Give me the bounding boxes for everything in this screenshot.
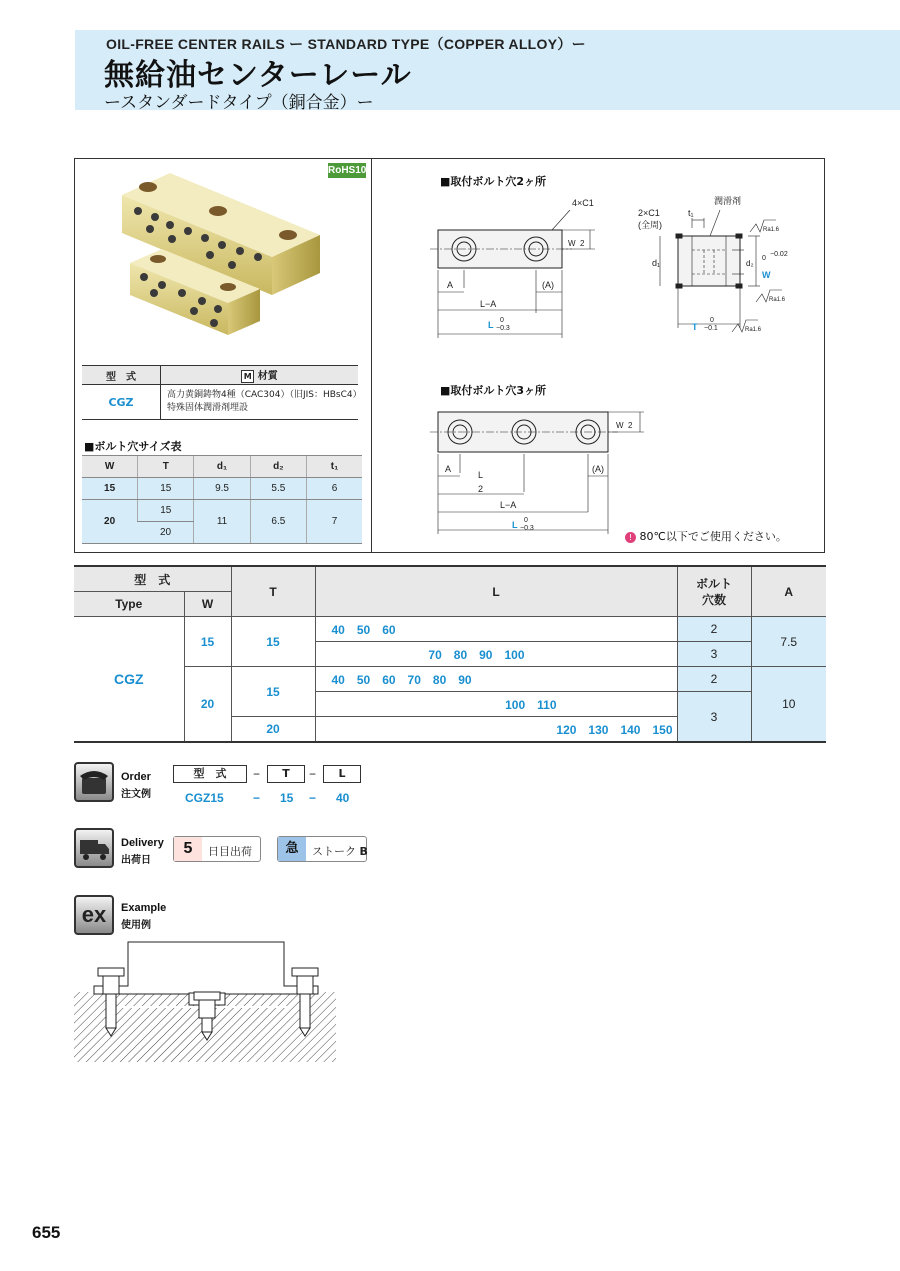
order-label-en: Order — [121, 771, 151, 783]
spec-bolt-r3: 2 — [677, 667, 751, 692]
bolt-r2-w: 20 — [82, 500, 138, 544]
dim-l-minus-a-2holes: L−A — [480, 299, 497, 309]
spec-l-r2: 70 80 90 100 — [315, 642, 677, 667]
bolt-size-table — [82, 455, 362, 544]
dim-l-half-num: L — [478, 470, 484, 480]
dim-t: T — [692, 322, 698, 332]
dim-l-minus-a-3holes: L−A — [500, 500, 517, 510]
spec-a20: 10 — [751, 667, 826, 743]
box-divider — [371, 158, 372, 553]
roughness-2: Ra1.6 — [769, 297, 786, 303]
order-v-l: 40 — [336, 791, 350, 805]
bolt-h-t1: t₁ — [307, 456, 362, 478]
dim-a-2holes: A — [447, 280, 454, 290]
dim-t-tol-up: 0 — [710, 317, 714, 324]
spec-w20: 20 — [184, 667, 231, 743]
bolt-r1-d1: 9.5 — [194, 478, 250, 500]
dim-w-tol-up: 0 — [762, 255, 766, 262]
material-type: CGZ — [82, 385, 161, 420]
spec-w15: 15 — [184, 617, 231, 667]
order-h-l: L — [323, 765, 361, 783]
dim-w-2holes: W — [568, 239, 576, 248]
delivery-label-jp: 出荷日 — [121, 855, 151, 866]
spec-h-bolt: ボルト穴数 — [677, 566, 751, 617]
roughness-3: Ra1.6 — [745, 327, 762, 333]
delivery-days-box — [173, 836, 261, 862]
example-label-jp: 使用例 — [121, 920, 151, 931]
dim-a-3holes: A — [445, 464, 452, 474]
dim-l-tol-low-2holes: −0.3 — [496, 325, 510, 332]
order-v-dash-2: − — [309, 791, 317, 805]
spec-t15a: 15 — [231, 617, 315, 667]
stroke-box — [277, 836, 367, 862]
order-dash-2: − — [309, 767, 317, 781]
spec-type: CGZ — [74, 617, 184, 743]
spec-h-type-group: 型 式 — [74, 566, 231, 592]
lubricant-label: 潤滑剤 — [714, 196, 742, 206]
delivery-truck-icon — [74, 828, 114, 868]
bolt-r1-d2: 5.5 — [250, 478, 306, 500]
spec-l-r1: 40 50 60 — [315, 617, 677, 642]
spec-bolt-r45: 3 — [677, 692, 751, 743]
bolt-table-title: ■ボルト穴サイズ表 — [84, 440, 182, 453]
material-header-type: 型 式 — [82, 366, 161, 385]
spec-l-r5: 120 130 140 150 — [315, 717, 677, 743]
page-subtitle: ースタンダードタイプ（銅合金）ー — [104, 93, 374, 113]
order-v-t: 15 — [280, 791, 294, 805]
delivery-days: 5 — [174, 837, 202, 861]
spec-h-t: T — [231, 566, 315, 617]
bolt-r1-t1: 6 — [307, 478, 362, 500]
dim-l-3holes: L — [512, 520, 518, 530]
bolt-r1-t: 15 — [138, 478, 194, 500]
dim-w-3holes: W — [616, 421, 624, 430]
dim-l-2holes: L — [488, 320, 494, 330]
page-title: 無給油センターレール — [104, 58, 412, 93]
dim-a-paren-3holes: (A) — [592, 464, 604, 474]
roughness-1: Ra1.6 — [763, 227, 780, 233]
dim-w-half-3holes: 2 — [628, 421, 633, 430]
order-dash-1: − — [253, 767, 261, 781]
dim-w-side: W — [762, 270, 771, 280]
drawing-title-3holes: ■取付ボルト穴3ヶ所 — [440, 384, 547, 397]
dim-chamfer: 4×C1 — [572, 198, 594, 208]
title-english: OIL-FREE CENTER RAILS ー STANDARD TYPE（COPPER ALLOY）ー — [106, 36, 586, 52]
bolt-h-w: W — [82, 456, 138, 478]
bolt-r1-w: 15 — [82, 478, 138, 500]
spec-h-w: W — [184, 592, 231, 617]
bolt-r2-d2: 6.5 — [250, 500, 306, 544]
product-photo — [110, 165, 340, 345]
material-value: 高力黄銅鋳物4種（CAC304）（旧JIS：HBsC4） 特殊固体潤滑剤埋設 — [161, 385, 359, 420]
spec-t20: 20 — [231, 717, 315, 743]
dim-d1: d₁ — [652, 258, 661, 268]
dim-l-tol-up-2holes: 0 — [500, 317, 504, 324]
order-v-type: CGZ15 — [185, 791, 224, 805]
page-number: 655 — [32, 1223, 61, 1242]
bolt-r2-tb: 20 — [138, 522, 194, 544]
spec-h-type: Type — [74, 592, 184, 617]
bolt-h-d2: d₂ — [250, 456, 306, 478]
bolt-r2-d1: 11 — [194, 500, 250, 544]
order-v-dash-1: − — [253, 791, 261, 805]
spec-l-r3: 40 50 60 70 80 90 — [315, 667, 677, 692]
order-h-t: T — [267, 765, 305, 783]
dim-w-tol-low: −0.02 — [770, 251, 788, 258]
delivery-label-en: Delivery — [121, 837, 164, 849]
thermometer-icon: ! — [625, 532, 636, 543]
spec-bolt-r1: 2 — [677, 617, 751, 642]
dim-chamfer-side: 2×C1 — [638, 208, 660, 218]
material-icon: M — [241, 370, 254, 383]
order-phone-icon — [74, 762, 114, 802]
bolt-h-d1: d₁ — [194, 456, 250, 478]
dim-t-tol-low: −0.1 — [704, 325, 718, 332]
material-table — [82, 365, 362, 420]
bolt-r2-t1: 7 — [307, 500, 362, 544]
dim-d2: d₂ — [746, 259, 754, 268]
dim-l-tol-low-3holes: −0.3 — [520, 525, 534, 532]
spec-h-a: A — [751, 566, 826, 617]
dim-l-tol-up-3holes: 0 — [524, 517, 528, 524]
bolt-r2-ta: 15 — [138, 500, 194, 522]
spec-h-l: L — [315, 566, 677, 617]
bolt-h-t: T — [138, 456, 194, 478]
spec-l-r4: 100 110 — [315, 692, 677, 717]
order-label-jp: 注文例 — [121, 789, 151, 800]
spec-a15: 7.5 — [751, 617, 826, 667]
example-label-en: Example — [121, 902, 167, 914]
technical-drawing — [420, 188, 820, 548]
rohs-badge: RoHS10 — [328, 165, 367, 176]
dim-l-half-den: 2 — [478, 484, 484, 494]
material-header-material: M 材質 — [161, 366, 359, 385]
dim-a-paren-2holes: (A) — [542, 280, 554, 290]
stroke-label: ストーク B — [312, 845, 368, 858]
drawing-title-2holes: ■取付ボルト穴2ヶ所 — [440, 175, 547, 188]
express-icon: 急 — [278, 837, 306, 861]
spec-t15b: 15 — [231, 667, 315, 717]
delivery-days-label: 日目出荷 — [208, 845, 252, 858]
dim-w-half-2holes: 2 — [580, 239, 585, 248]
temperature-note: ! 80℃以下でご使用ください。 — [625, 528, 787, 544]
spec-table — [74, 565, 826, 743]
spec-bolt-r2: 3 — [677, 642, 751, 667]
example-icon: ex — [74, 895, 114, 935]
dim-chamfer-side-note: (全周) — [638, 220, 662, 230]
usage-example-drawing — [74, 938, 336, 1064]
order-h-type: 型 式 — [173, 765, 247, 783]
dim-t1: t₁ — [688, 208, 694, 218]
